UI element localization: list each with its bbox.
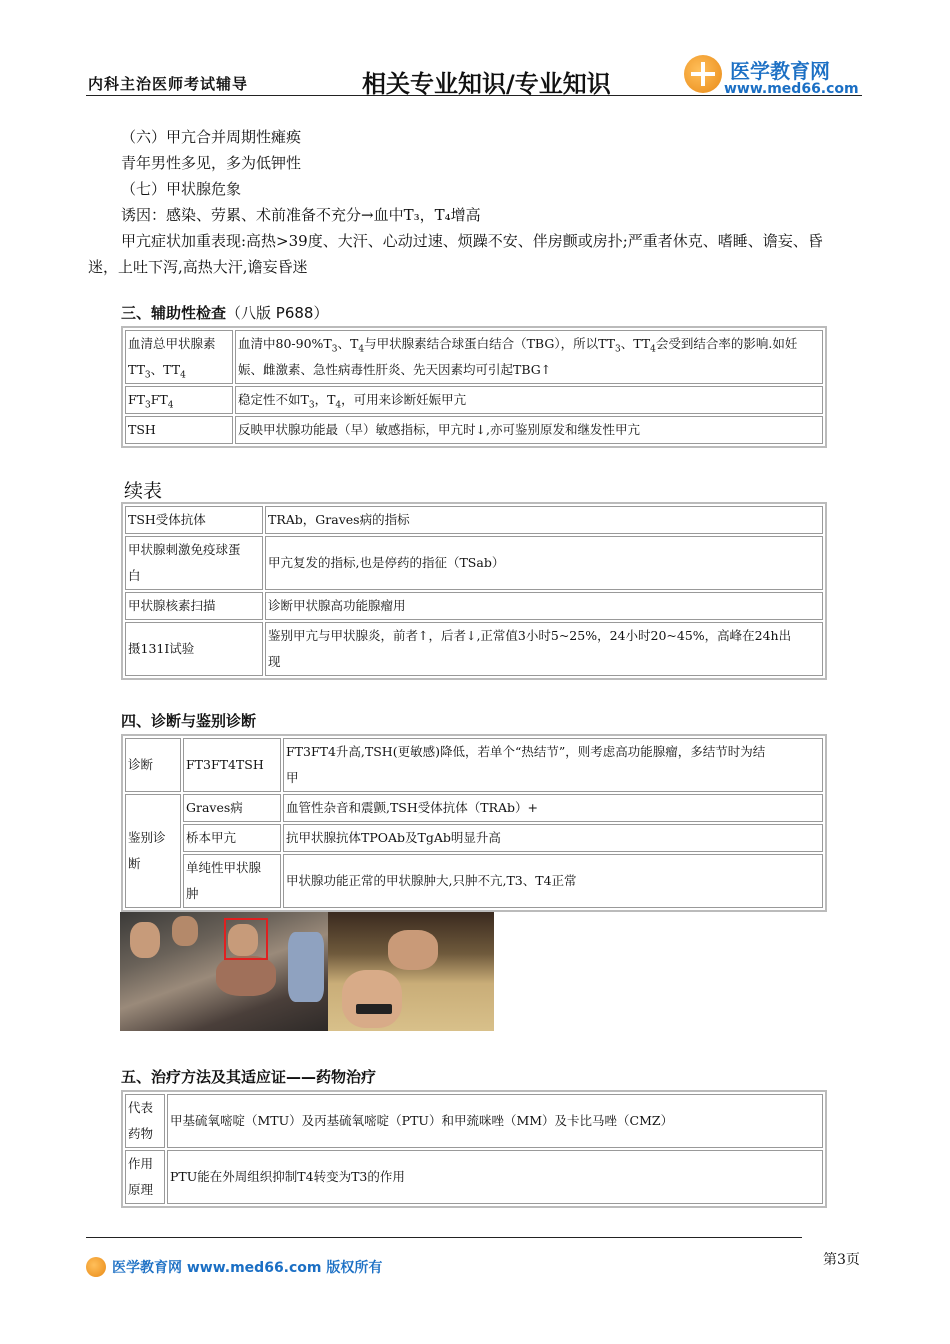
footer-logo-icon <box>86 1257 106 1277</box>
body-line: 甲亢症状加重表现:高热>39度、大汗、心动过速、烦躁不安、伴房颤或房扑;严重者休克、嗜睡、谵妄、昏 <box>121 232 823 250</box>
logo-name: 医学教育网 <box>730 59 830 83</box>
header-divider <box>86 95 862 96</box>
table-cell-name: 作用 原理 <box>125 1150 165 1204</box>
table-cell-label: 诊断 <box>125 738 181 792</box>
table-cell-desc: 甲亢复发的指标,也是停药的指征（TSab） <box>265 536 823 590</box>
table-row <box>125 622 823 676</box>
table-cell-name: 血清总甲状腺素 $TT_3$、$TT_4$ <box>125 330 233 384</box>
table-cell-desc: 血管性杂音和震颤,TSH受体抗体（TRAb）+ <box>283 794 823 822</box>
table-row <box>125 592 823 620</box>
table-cell-desc: 鉴别甲亢与甲状腺炎，前者↑，后者↓,正常值3小时5~25%，24小时20~45%，高峰在24h出 现 <box>265 622 823 676</box>
highlight-box <box>224 918 268 960</box>
table-row <box>125 330 823 384</box>
illustration-photos <box>120 912 494 1031</box>
table-cell-name: TSH <box>125 416 233 444</box>
table-row <box>125 794 823 822</box>
section-heading-4: 四、诊断与鉴别诊断 <box>121 712 257 730</box>
page-number: 第3页 <box>823 1252 860 1268</box>
table-cell-name: TSH受体抗体 <box>125 506 263 534</box>
table-cell-name: 桥本甲亢 <box>183 824 281 852</box>
section-heading-3-title: 三、辅助性检查 <box>121 304 227 322</box>
continued-table-label: 续表 <box>124 480 163 502</box>
table-cell-name: $FT_3FT_4$ <box>125 386 233 414</box>
logo-url: www.med66.com <box>724 81 859 97</box>
table-cell-name: 摄131I试验 <box>125 622 263 676</box>
table-cell-desc: 甲状腺功能正常的甲状腺肿大,只肿不亢,T3、T4正常 <box>283 854 823 908</box>
table-cell-desc: 诊断甲状腺高功能腺瘤用 <box>265 592 823 620</box>
table-row <box>125 738 823 792</box>
brand-logo <box>684 55 864 99</box>
header-center-title: 相关专业知识/专业知识 <box>362 70 611 98</box>
cross-logo-icon <box>684 55 722 93</box>
table-cell-desc: 抗甲状腺抗体TPOAb及TgAb明显升高 <box>283 824 823 852</box>
table-cell-desc: FT3FT4升高,TSH(更敏感)降低，若单个“热结节”，则考虑高功能腺瘤，多结节时为结 甲 <box>283 738 823 792</box>
table-cell-desc: 反映甲状腺功能最（早）敏感指标，甲亢时↓,亦可鉴别原发和继发性甲亢 <box>235 416 823 444</box>
table-cell-name: 单纯性甲状腺 肿 <box>183 854 281 908</box>
section-heading-5: 五、治疗方法及其适应证——药物治疗 <box>121 1068 377 1086</box>
table-cell-name: 代表 药物 <box>125 1094 165 1148</box>
table-cell-desc: TRAb，Graves病的指标 <box>265 506 823 534</box>
drug-therapy-table <box>121 1090 827 1208</box>
body-line: 诱因：感染、劳累、术前准备不充分→血中T₃，T₄增高 <box>121 206 481 224</box>
aux-exam-table <box>121 326 827 448</box>
table-row <box>125 1094 823 1148</box>
table-cell-name: Graves病 <box>183 794 281 822</box>
table-cell-desc: 甲基硫氧嘧啶（MTU）及丙基硫氧嘧啶（PTU）和甲巯咪唑（MM）及卡比马唑（CMZ） <box>167 1094 823 1148</box>
header-left-title: 内科主治医师考试辅导 <box>88 75 249 93</box>
table-row <box>125 416 823 444</box>
section-heading-3-suffix: （八版 P688） <box>226 304 329 322</box>
body-line: 青年男性多见，多为低钾性 <box>121 154 302 172</box>
photo-crowd <box>120 912 328 1031</box>
table-cell-label: 鉴别诊 断 <box>125 794 181 908</box>
table-cell-desc: 稳定性不如$T_3$，$T_4$，可用来诊断妊娠甲亢 <box>235 386 823 414</box>
table-cell-desc: PTU能在外周组织抑制T4转变为T3的作用 <box>167 1150 823 1204</box>
table-row <box>125 854 823 908</box>
table-row <box>125 386 823 414</box>
footer-divider <box>86 1237 802 1238</box>
table-cell-name: FT3FT4TSH <box>183 738 281 792</box>
footer-copyright: 医学教育网 www.med66.com 版权所有 <box>112 1260 383 1276</box>
table-cell-desc: 血清中$80-90\%T_3$、$T_4$与甲状腺素结合球蛋白结合（TBG），所以$TT_3$、$TT_4$会受到结合率的影响.如妊 娠、雌激素、急性病毒性肝炎、先天因素均可引起TBG↑ <box>235 330 823 384</box>
table-row <box>125 1150 823 1204</box>
table-row <box>125 506 823 534</box>
body-line: （七）甲状腺危象 <box>121 180 242 198</box>
body-line: 迷，上吐下泻,高热大汗,谵妄昏迷 <box>88 258 308 276</box>
aux-exam-table-continued <box>121 502 827 680</box>
body-line: （六）甲亢合并周期性瘫痪 <box>121 128 302 146</box>
table-cell-name: 甲状腺核素扫描 <box>125 592 263 620</box>
section-heading-3 <box>121 302 328 323</box>
diagnosis-table <box>121 734 827 912</box>
table-row <box>125 536 823 590</box>
photo-sumo <box>328 912 494 1031</box>
table-cell-name: 甲状腺刺激免疫球蛋 白 <box>125 536 263 590</box>
table-row <box>125 824 823 852</box>
